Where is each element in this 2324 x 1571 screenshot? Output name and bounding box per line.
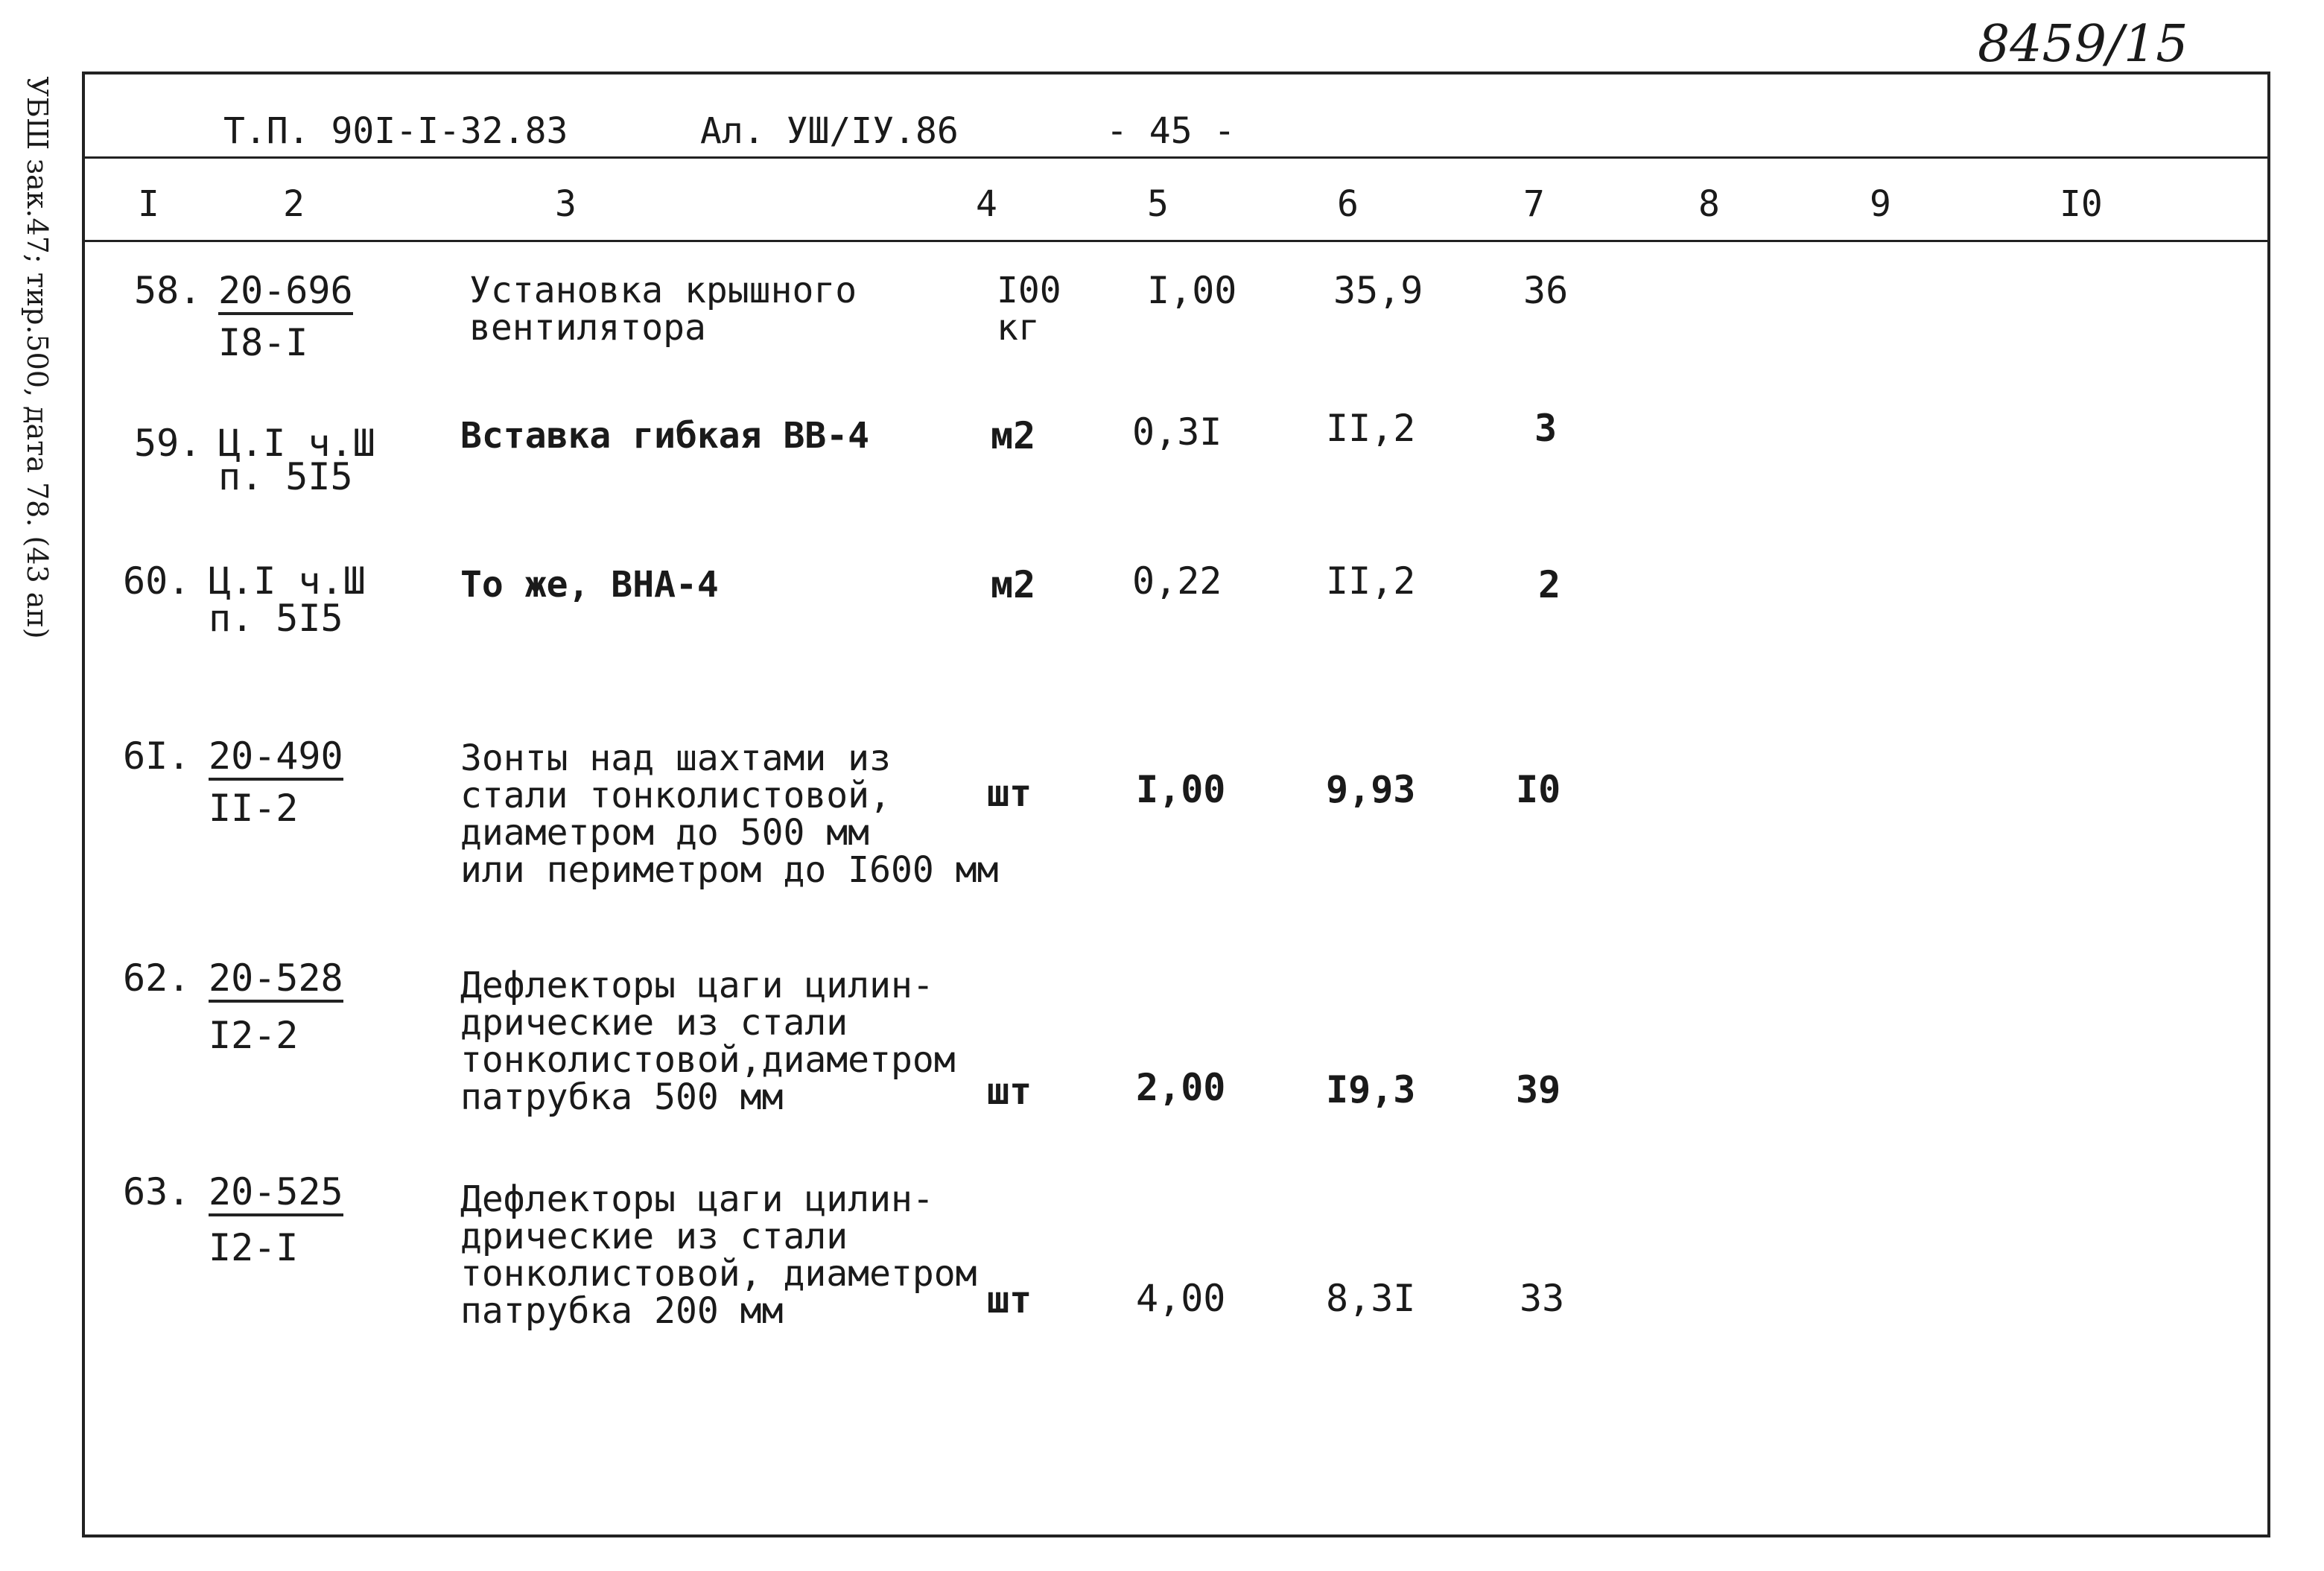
row-code: 20-525 bbox=[209, 1173, 343, 1216]
row-total: 36 bbox=[1523, 269, 1569, 312]
row-unit: м2 bbox=[991, 563, 1036, 606]
row-unit-price: 35,9 bbox=[1333, 269, 1423, 312]
row-unit: I00 кг bbox=[997, 270, 1061, 349]
row-quantity: I,00 bbox=[1147, 269, 1237, 312]
row-code-secondary: II-2 bbox=[209, 787, 299, 830]
row-quantity: 4,00 bbox=[1136, 1277, 1226, 1320]
row-description: Зонты над шахтами из стали тонколистовой, диаметром до 500 мм или периметром до I600 мм bbox=[460, 737, 999, 891]
row-code-secondary: п. 5I5 bbox=[209, 597, 343, 640]
row-unit: м2 bbox=[991, 414, 1036, 457]
row-description: Вставка гибкая ВВ-4 bbox=[460, 415, 870, 457]
column-header-1: I bbox=[138, 183, 159, 225]
row-unit-price: 9,93 bbox=[1326, 768, 1416, 811]
row-quantity: 2,00 bbox=[1136, 1066, 1226, 1109]
row-total: 2 bbox=[1538, 563, 1561, 606]
row-unit-price: I9,3 bbox=[1326, 1068, 1416, 1111]
column-header-7: 7 bbox=[1523, 183, 1545, 225]
row-unit: шт bbox=[987, 1070, 1032, 1113]
column-header-3: 3 bbox=[555, 183, 577, 225]
row-code: 20-696 bbox=[218, 272, 353, 315]
row-code-secondary: I8-I bbox=[218, 321, 308, 364]
album-ref: Ал. УШ/IУ.86 bbox=[700, 110, 959, 152]
row-number: 6I. bbox=[123, 734, 191, 778]
row-code-secondary: I2-2 bbox=[209, 1014, 299, 1057]
row-number: 63. bbox=[123, 1170, 191, 1213]
side-stamp bbox=[15, 74, 60, 641]
row-unit: шт bbox=[987, 1278, 1032, 1321]
column-header-divider bbox=[82, 240, 2267, 242]
row-number: 59. bbox=[134, 422, 202, 465]
row-code-secondary: п. 5I5 bbox=[218, 455, 353, 498]
row-unit: шт bbox=[987, 772, 1032, 815]
column-header-2: 2 bbox=[283, 183, 305, 225]
column-header-4: 4 bbox=[976, 183, 997, 225]
row-total: 3 bbox=[1534, 407, 1558, 450]
row-description: Установка крышного вентилятора bbox=[469, 270, 857, 349]
page-number: - 45 - bbox=[1106, 110, 1236, 152]
row-code-secondary: I2-I bbox=[209, 1226, 299, 1269]
row-number: 62. bbox=[123, 956, 191, 1000]
corner-number: 8459/15 bbox=[1978, 15, 2188, 74]
row-unit-price: 8,3I bbox=[1326, 1277, 1416, 1320]
row-number: 58. bbox=[134, 269, 202, 312]
row-unit-price: II,2 bbox=[1326, 407, 1416, 450]
row-description: Дефлекторы цаги цилин- дрические из стали тонколистовой, диаметром патрубка 200 мм bbox=[460, 1178, 977, 1332]
header-divider bbox=[82, 156, 2267, 159]
column-header-10: I0 bbox=[2060, 183, 2103, 225]
row-code: 20-528 bbox=[209, 959, 343, 1003]
row-description: Дефлекторы цаги цилин- дрические из стали тонколистовой,диаметром патрубка 500 мм bbox=[460, 965, 956, 1118]
column-header-5: 5 bbox=[1147, 183, 1169, 225]
doc-code: Т.П. 90I-I-32.83 bbox=[223, 110, 568, 152]
row-quantity: 0,22 bbox=[1132, 559, 1222, 603]
row-quantity: 0,3I bbox=[1132, 410, 1222, 454]
row-description: То же, ВНА-4 bbox=[460, 564, 719, 606]
column-header-6: 6 bbox=[1337, 183, 1359, 225]
row-total: 33 bbox=[1520, 1277, 1565, 1320]
side-stamp-text: УБШ зак.47; тир.500, дата 78. (43 ап) bbox=[21, 76, 54, 639]
row-code: Ц.I ч.Ш bbox=[209, 559, 366, 603]
row-code: 20-490 bbox=[209, 737, 343, 781]
row-unit-price: II,2 bbox=[1326, 559, 1416, 603]
row-code: Ц.I ч.Ш bbox=[218, 422, 375, 465]
column-header-8: 8 bbox=[1698, 183, 1720, 225]
row-total: I0 bbox=[1516, 768, 1561, 811]
column-header-9: 9 bbox=[1870, 183, 1891, 225]
row-number: 60. bbox=[123, 559, 191, 603]
row-total: 39 bbox=[1516, 1068, 1561, 1111]
row-quantity: I,00 bbox=[1136, 768, 1226, 811]
